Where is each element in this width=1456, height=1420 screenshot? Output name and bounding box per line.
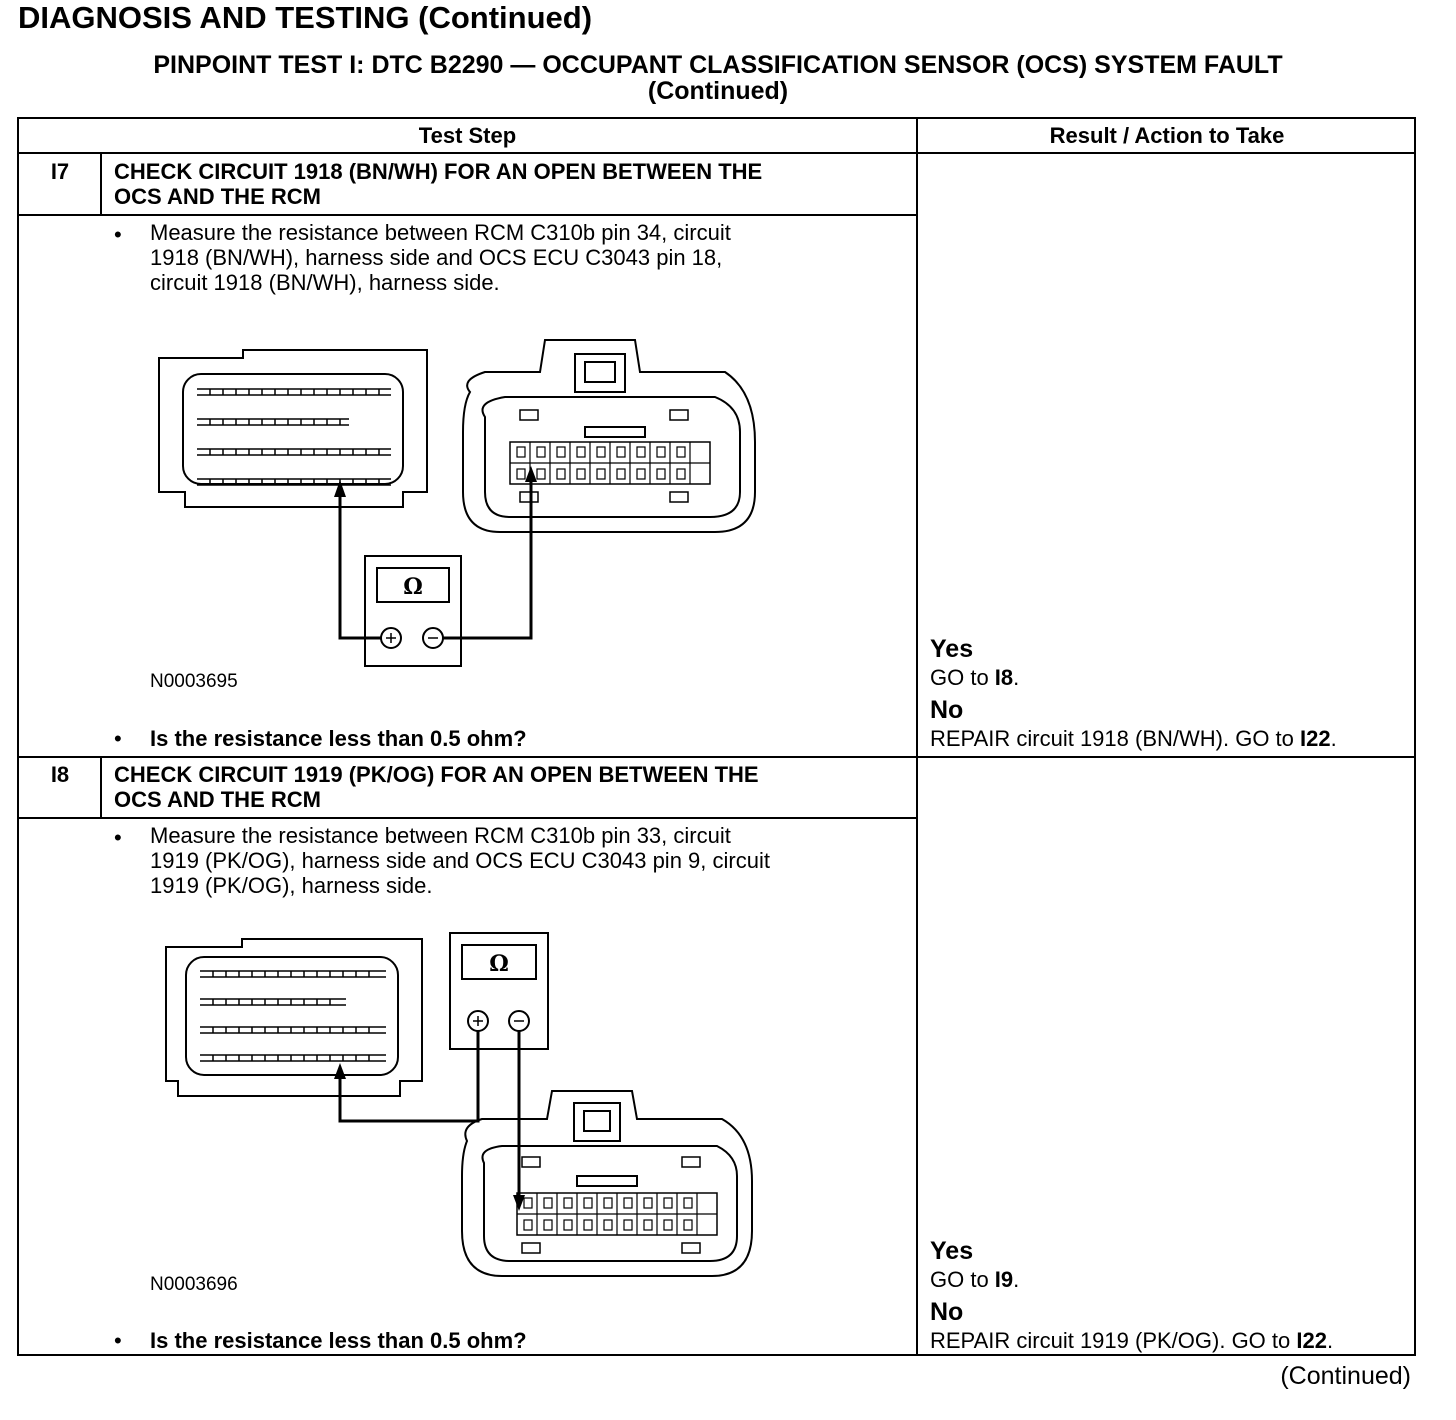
probe-arrow-rcm	[334, 1063, 346, 1079]
bullet: •	[114, 222, 122, 247]
goto-step-link[interactable]: I22	[1300, 726, 1331, 751]
ocs-ecu-connector-c3043	[462, 1091, 752, 1276]
bullet: •	[114, 825, 122, 850]
step-title-divider	[19, 817, 917, 819]
ohm-symbol: Ω	[403, 574, 423, 600]
goto-step-link[interactable]: I22	[1296, 1328, 1327, 1353]
goto-step-link[interactable]: I9	[994, 1267, 1014, 1292]
ohm-symbol: Ω	[489, 951, 509, 977]
figure-code: N0003695	[150, 671, 238, 692]
ocs-pin-grid	[517, 1193, 717, 1235]
step-instruction: Measure the resistance between RCM C310b pin 33, circuit 1919 (PK/OG), harness side and OCS ECU C3043 pin 9, circuit 1919 (PK/OG), harness side.	[150, 823, 770, 898]
column-divider	[916, 119, 918, 1356]
step-question: Is the resistance less than 0.5 ohm?	[150, 726, 527, 751]
continued-footer: (Continued)	[1280, 1362, 1411, 1390]
i8-wiring-diagram	[162, 931, 752, 1291]
rcm-connector-c310b	[159, 350, 427, 507]
result-no-label: No	[930, 696, 964, 724]
result-no-action: REPAIR circuit 1918 (BN/WH). GO to I22.	[930, 726, 1337, 751]
step-id: I7	[50, 159, 70, 184]
column-header-result: Result / Action to Take	[1049, 123, 1285, 148]
page-title: DIAGNOSIS AND TESTING (Continued)	[18, 0, 593, 35]
figure-code: N0003696	[150, 1274, 238, 1295]
rcm-pin-rows	[197, 389, 391, 485]
result-yes-action: GO to I8.	[930, 665, 1020, 690]
test-leads	[340, 1031, 519, 1203]
ohmmeter	[450, 933, 548, 1049]
pinpoint-test-title-line1: PINPOINT TEST I: DTC B2290 — OCCUPANT CLASSIFICATION SENSOR (OCS) SYSTEM FAULT	[153, 51, 1283, 79]
ocs-ecu-connector-c3043	[463, 340, 755, 532]
step-instruction: Measure the resistance between RCM C310b pin 34, circuit 1918 (BN/WH), harness side and OCS ECU C3043 pin 18, circuit 1918 (BN/WH), harness side.	[150, 220, 731, 295]
result-no-action: REPAIR circuit 1919 (PK/OG). GO to I22.	[930, 1328, 1334, 1353]
probe-arrow-ocs	[525, 466, 537, 482]
rcm-connector-c310b	[166, 939, 422, 1096]
pinpoint-test-table	[17, 117, 1416, 1356]
result-yes-label: Yes	[930, 635, 974, 663]
column-header-test-step: Test Step	[418, 123, 517, 148]
rcm-pin-rows	[200, 971, 386, 1061]
probe-arrow-ocs	[513, 1195, 525, 1211]
step-title-divider	[19, 214, 917, 216]
result-yes-label: Yes	[930, 1237, 974, 1265]
i7-wiring-diagram	[155, 332, 755, 677]
result-no-label: No	[930, 1298, 964, 1326]
ocs-pin-grid	[510, 442, 710, 484]
step-question: Is the resistance less than 0.5 ohm?	[150, 1328, 527, 1353]
ohmmeter	[365, 556, 461, 666]
bullet: •	[114, 1328, 122, 1353]
step-divider	[19, 756, 1416, 758]
pinpoint-test-title-line2: (Continued)	[647, 77, 789, 105]
goto-step-link[interactable]: I8	[994, 665, 1014, 690]
bullet: •	[114, 726, 122, 751]
step-title: CHECK CIRCUIT 1919 (PK/OG) FOR AN OPEN BETWEEN THE OCS AND THE RCM	[114, 762, 759, 812]
step-id: I8	[50, 762, 70, 787]
probe-arrow-rcm	[334, 480, 346, 497]
step-title: CHECK CIRCUIT 1918 (BN/WH) FOR AN OPEN BETWEEN THE OCS AND THE RCM	[114, 159, 763, 209]
pinpoint-test-title	[18, 52, 1418, 104]
result-yes-action: GO to I9.	[930, 1267, 1020, 1292]
